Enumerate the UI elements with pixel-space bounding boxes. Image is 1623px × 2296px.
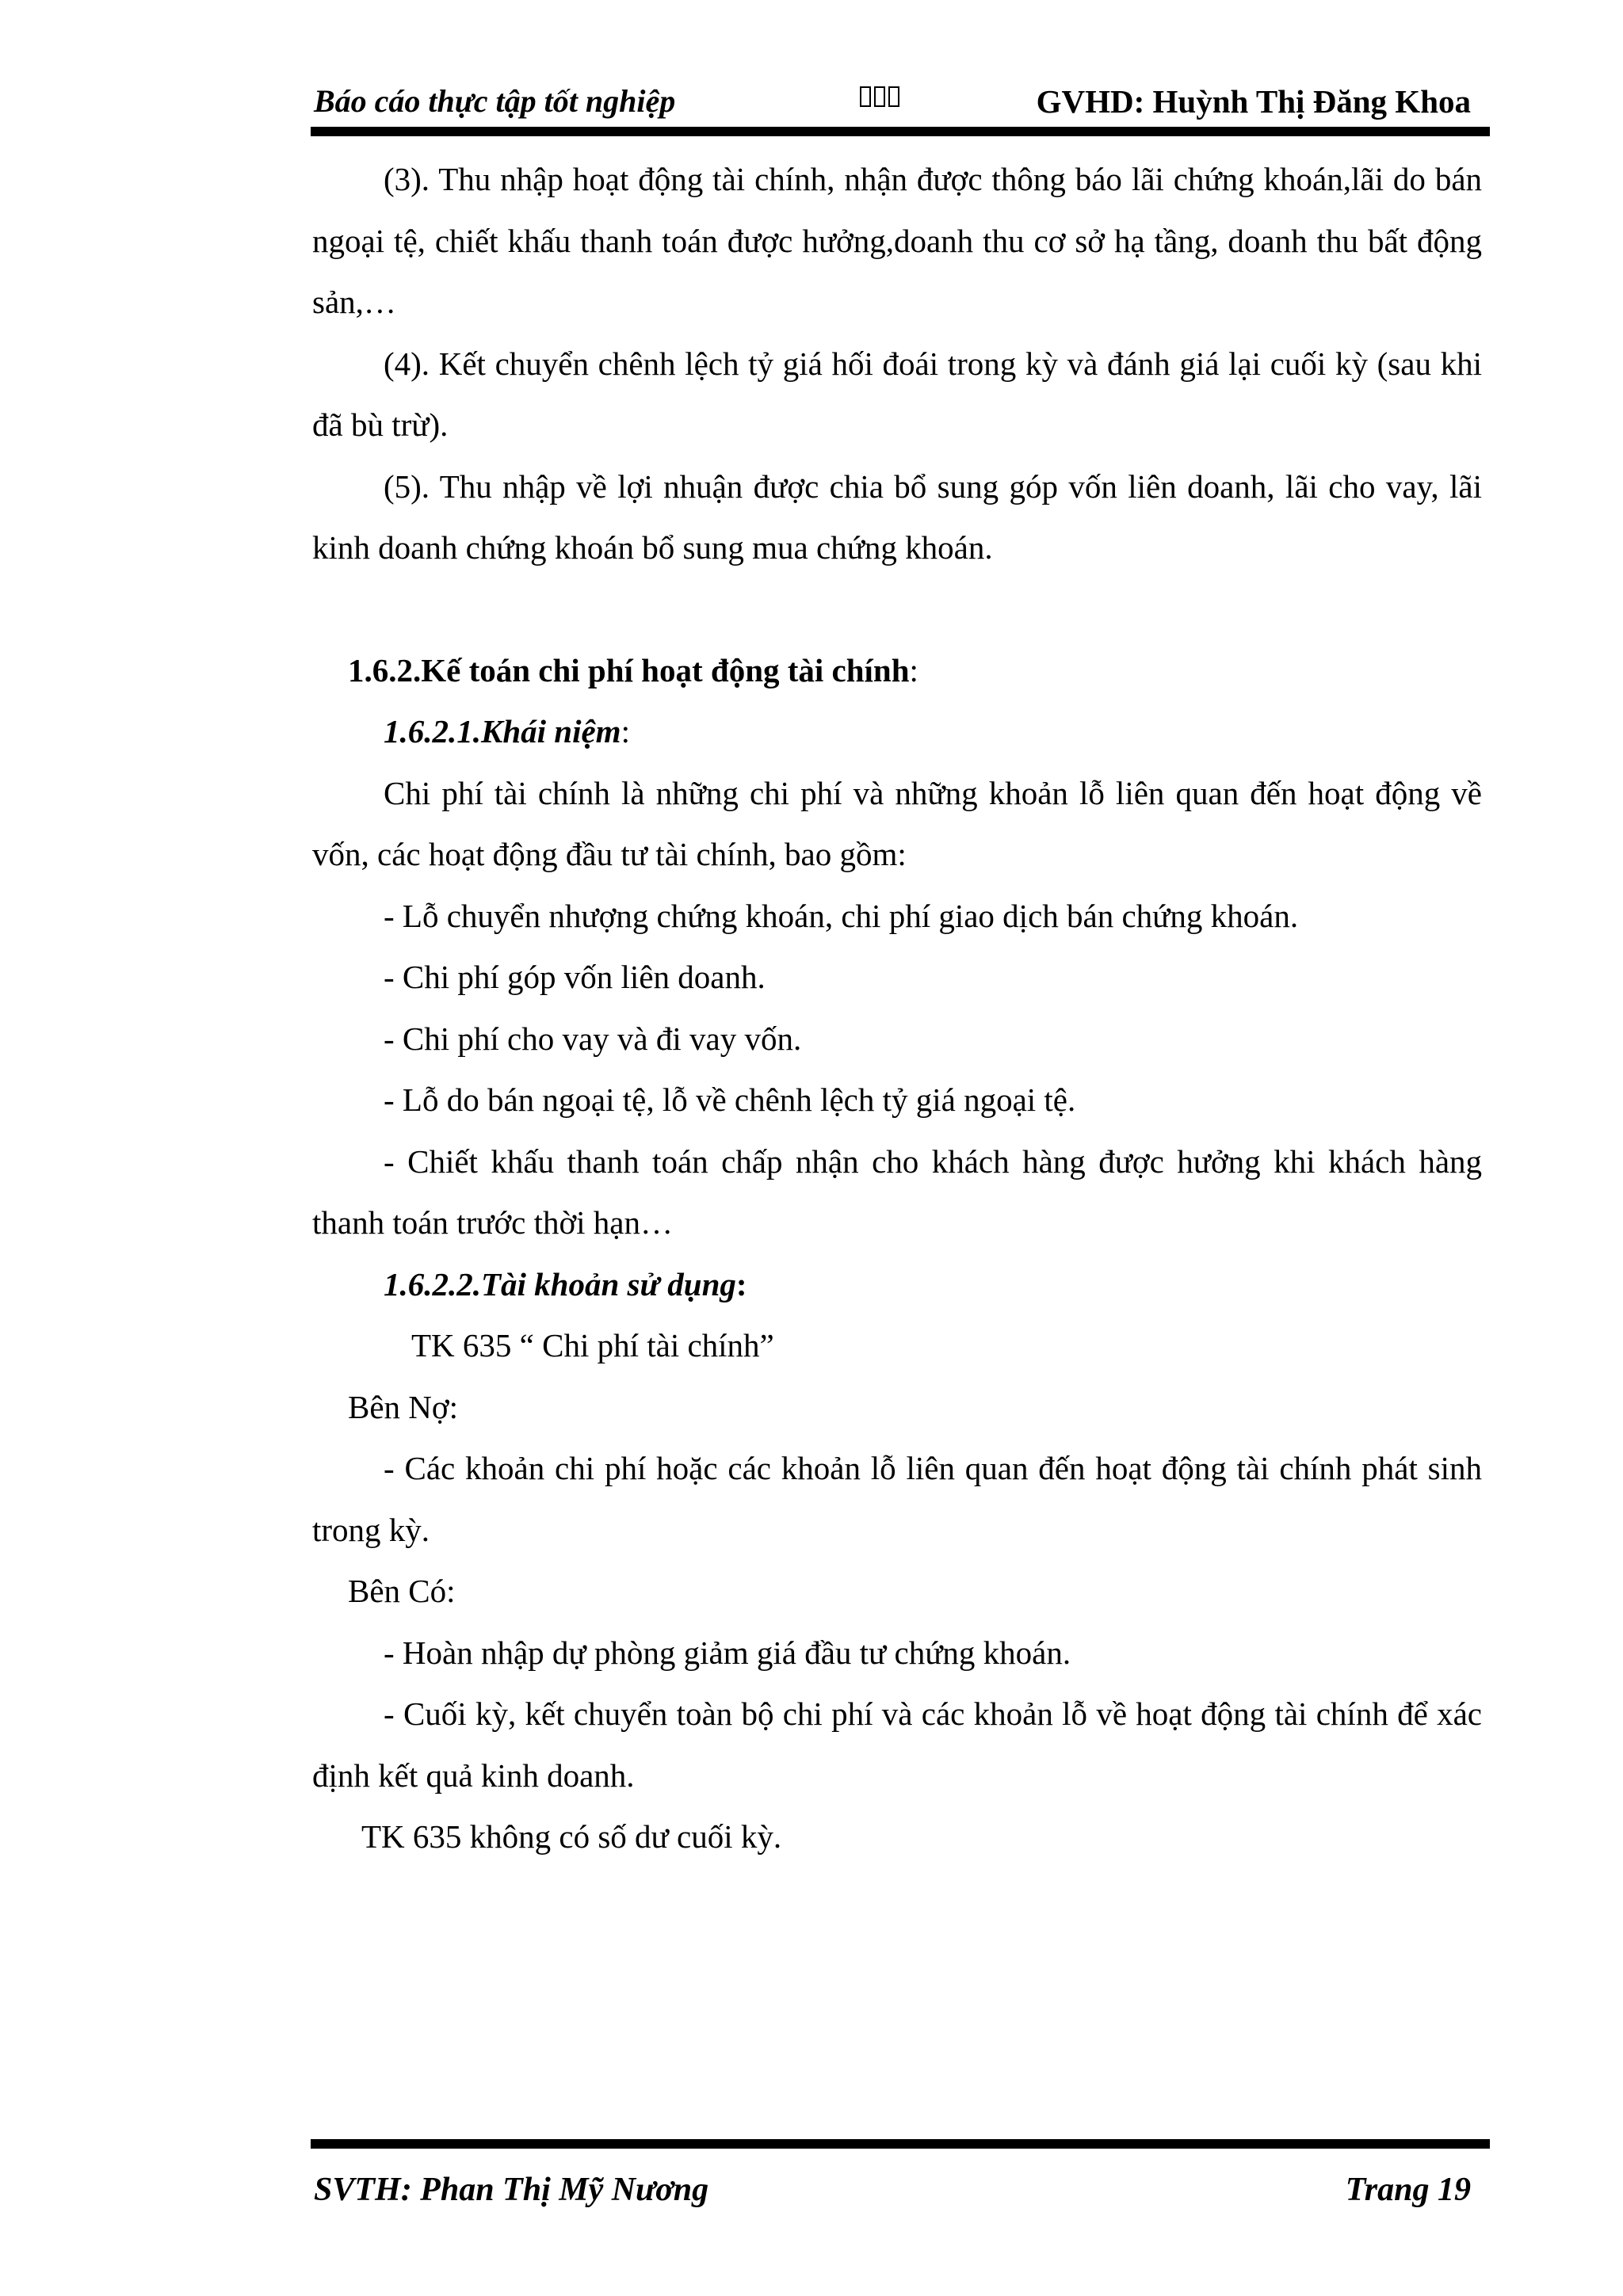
credit-item: - Hoàn nhập dự phòng giảm giá đầu tư chứng khoán. — [384, 1634, 1071, 1671]
paragraph-4 — [312, 334, 1482, 456]
heading-text: 1.6.2.1.Khái niệm — [384, 713, 621, 749]
text-line: (sau khi đã bù trừ). — [312, 345, 1483, 443]
paragraph-5 — [312, 456, 1482, 579]
text-line: hàng thanh toán trước thời hạn… — [312, 1142, 1483, 1241]
paragraph-3 — [312, 149, 1482, 334]
heading-colon: : — [909, 651, 918, 688]
text-line: vay, lãi kinh doanh chứng khoán bổ sung mua chứng khoán. — [312, 467, 1482, 566]
text-line: - Cuối kỳ, kết chuyển toàn bộ chi phí và các khoản lỗ về hoạt động tài chính — [384, 1695, 1388, 1732]
footer-divider — [311, 2139, 1490, 2149]
heading-text: 1.6.2.2.Tài khoản sử dụng — [384, 1265, 736, 1302]
header-instructor: GVHD: Huỳnh Thị Đăng Khoa — [1036, 83, 1471, 120]
page-footer — [311, 2163, 1490, 2218]
heading-colon: : — [735, 1265, 747, 1302]
list-item: - Lỗ do bán ngoại tệ, lỗ về chênh lệch tỷ giá ngoại tệ. — [384, 1081, 1076, 1118]
spacer — [312, 579, 1482, 640]
subsection-heading-1-6-2-2 — [312, 1254, 1482, 1316]
subsection-heading-1-6-2-1 — [312, 701, 1482, 763]
list-item: - Chi phí cho vay và đi vay vốn. — [384, 1020, 802, 1057]
debit-side-label: Bên Nợ: — [348, 1388, 458, 1425]
text-line: (3). Thu nhập hoạt động tài chính, nhận được thông báo lãi chứng khoán,lãi — [384, 161, 1384, 197]
text-line: (4). Kết chuyển chênh lệch tỷ giá hối đoái trong kỳ và đánh giá lại cuối kỳ — [384, 345, 1368, 382]
header-divider — [311, 127, 1490, 136]
list-item — [312, 1131, 1482, 1254]
text-line: - Chiết khấu thanh toán chấp nhận cho khách hàng được hưởng khi khách — [384, 1142, 1406, 1180]
text-line: doanh thu bất động sản,… — [312, 222, 1482, 320]
header-ornament-icon — [859, 82, 900, 109]
text-line: - Các khoản chi phí hoặc các khoản lỗ liên quan đến hoạt động tài chính — [384, 1450, 1352, 1486]
page-header — [311, 73, 1490, 128]
heading-text: 1.6.2.Kế toán chi phí hoạt động tài chính — [348, 651, 910, 688]
credit-item — [312, 1684, 1482, 1806]
definition-paragraph — [312, 763, 1482, 886]
text-line: Chi phí tài chính là những chi phí và những khoản lỗ liên quan đến hoạt — [384, 774, 1365, 811]
heading-colon: : — [621, 713, 630, 749]
text-line: do bán ngoại tệ, chiết khấu thanh toán được hưởng,doanh thu cơ sở hạ tầng, — [312, 161, 1483, 259]
header-report-title: Báo cáo thực tập tốt nghiệp — [314, 83, 676, 119]
debit-item — [312, 1438, 1482, 1561]
text-line: để xác định kết quả kinh doanh. — [312, 1695, 1483, 1794]
header-decoration — [859, 82, 900, 116]
text-line: (5). Thu nhập về lợi nhuận được chia bổ sung góp vốn liên doanh, lãi cho — [384, 467, 1376, 505]
credit-side-label: Bên Có: — [348, 1573, 456, 1609]
list-item: - Chi phí góp vốn liên doanh. — [384, 959, 766, 995]
footer-page-number: Trang 19 — [1345, 2172, 1471, 2208]
account-note: TK 635 không có số dư cuối kỳ. — [361, 1818, 782, 1855]
text-line: động về vốn, các hoạt động đầu tư tài chính, bao gồm: — [312, 774, 1482, 872]
list-item: - Lỗ chuyển nhượng chứng khoán, chi phí giao dịch bán chứng khoán. — [384, 897, 1299, 934]
text-line: phát sinh trong kỳ. — [312, 1450, 1483, 1548]
footer-student: SVTH: Phan Thị Mỹ Nương — [314, 2172, 709, 2208]
page-content — [312, 149, 1482, 1868]
account-title: TK 635 “ Chi phí tài chính” — [411, 1327, 774, 1363]
section-heading-1-6-2 — [312, 640, 1482, 702]
